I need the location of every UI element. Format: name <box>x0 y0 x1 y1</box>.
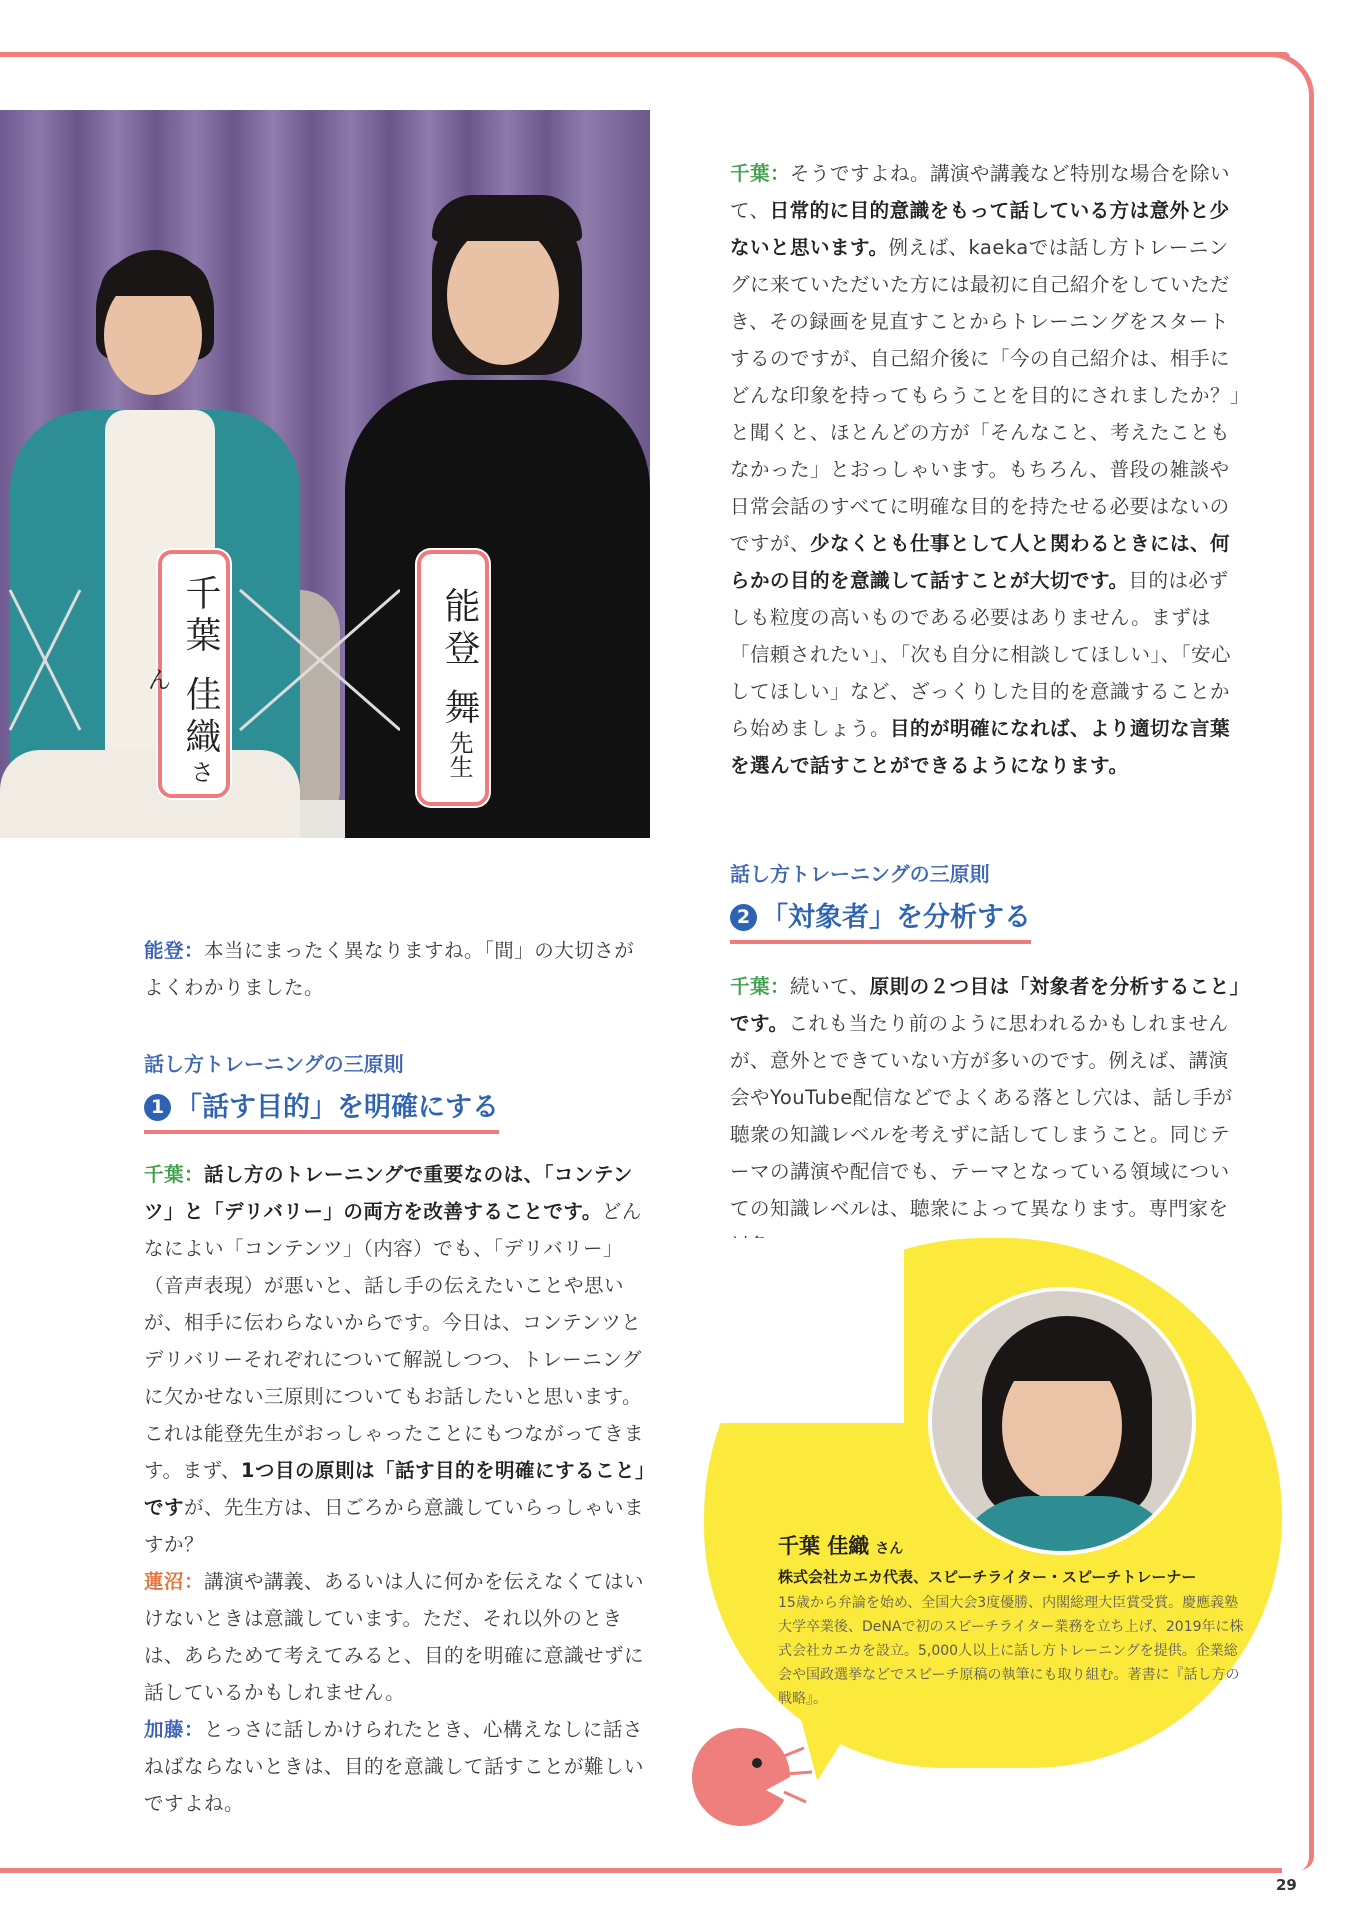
bold-span: 目的が明確になれば、より適切な言葉を選んで話すことができるようになります。 <box>730 717 1231 777</box>
speaker-label: 蓮沼： <box>144 1570 205 1593</box>
section-1-label: 話し方トレーニングの三原則 <box>144 1052 404 1076</box>
speaker-label: 加藤： <box>144 1718 205 1741</box>
text-span: 例えば、kaekaでは話し方トレーニングに来ていただいた方には最初に自己紹介をしていただき、その録画を見直すことからトレーニングをスタートするのですが、自己紹介後に「今の自己紹介は、相手にどんな印象を持ってもらうことを目的にされましたか？」と聞くと、ほとんどの方が「そんなこと、考えたこともなかった」とおっしゃいます。もちろん、普段の雑談や日常会話のすべてに明確な目的を持たせる必要はないのですが、 <box>730 236 1241 555</box>
section-1-title-text: 「話す目的」を明確にする <box>175 1092 499 1123</box>
bold-span: 日常的に目的意識をもって話している方は意外と少ないと思います。 <box>730 199 1230 259</box>
section-2-number: 2 <box>730 904 757 931</box>
speaker-label: 千葉： <box>730 975 791 998</box>
chiba-paragraph-1 <box>730 155 1242 784</box>
chiba-paragraph-3 <box>144 1156 652 1563</box>
nameplate-right-suffix: 先生 <box>445 730 473 779</box>
interview-photo <box>0 110 650 838</box>
bold-span: 1つ目の原則は「話す目的を明確にすること」です <box>144 1459 646 1519</box>
section-1-title <box>144 1085 499 1134</box>
speaker-label: 千葉： <box>144 1163 205 1186</box>
text-span: とっさに話しかけられたとき、心構えなしに話さねばならないときは、目的を意識して話すことが難しいですよね。 <box>144 1718 645 1815</box>
speaker-label: 千葉： <box>730 162 791 185</box>
speaker-label: 能登： <box>144 939 205 962</box>
text-span: が、先生方は、日ごろから意識していらっしゃいますか？ <box>144 1496 645 1556</box>
text-span: どんなによい「コンテンツ」（内容）でも、「デリバリー」（音声表現）が悪いと、話し手の伝えたいことや思いが、相手に伝わらないからです。今日は、コンテンツとデリバリーそれぞれについて解説しつつ、トレーニングに欠かせない三原則についてもお話したいと思います。これは能登先生がおっしゃったことにもつながってきます。まず、 <box>144 1200 645 1482</box>
text-span: 続いて、 <box>790 975 870 998</box>
nameplate-left-suffix: さん <box>143 667 214 784</box>
hasunuma-paragraph <box>144 1563 652 1711</box>
page-frame-right <box>1266 52 1314 1870</box>
text-span: これも当たり前のように思われるかもしれませんが、意外とできていない方が多いのです。例えば、講演会やYouTube配信などでよくある落とし穴は、話し手が聴衆の知識レベルを考えずに話してしまうこと。同じテーマの講演や配信でも、テーマとなっている領域についての知識レベルは、聴衆によって異なります。専門家を <box>730 1012 1233 1220</box>
left-column-noto <box>144 932 652 1006</box>
text-span: 目的は必ずしも粒度の高いものである必要はありません。まずは「信頼されたい」、「次も自分に相談してほしい」、「安心してほしい」など、ざっくりした目的を意識することから始めましょう。 <box>730 569 1232 740</box>
profile-name <box>778 1530 1248 1560</box>
page-frame-top <box>0 52 1290 57</box>
left-column-section-1 <box>144 1156 652 1822</box>
text-span: そうですよね。講演や講義など特別な場合を除いて、 <box>730 162 1231 222</box>
page-frame-bottom <box>0 1868 1282 1873</box>
section-1-number: 1 <box>144 1094 171 1121</box>
speaking-face-icon <box>692 1728 790 1826</box>
page-number: 29 <box>1276 1876 1297 1894</box>
chiba-paragraph-2 <box>730 968 1242 1264</box>
right-column-section-2 <box>730 968 1242 1264</box>
bold-span: 原則の２つ目は「対象者を分析すること」です。 <box>730 975 1240 1035</box>
profile-name-suffix: さん <box>875 1541 904 1557</box>
right-column-intro <box>730 155 1242 784</box>
profile-name-text: 千葉 佳織 <box>778 1534 870 1558</box>
nameplate-left <box>143 550 230 798</box>
kato-paragraph <box>144 1711 652 1822</box>
nameplate-right <box>417 550 489 806</box>
text-span: 講演や講義、あるいは人に何かを伝えなくてはいけないときは意識しています。ただ、それ以外のときは、あらためて考えてみると、目的を明確に意識せずに話しているかもしれません。 <box>144 1570 645 1704</box>
text-span: 本当にまったく異なりますね。「間」の大切さがよくわかりました。 <box>144 939 635 999</box>
section-2-title <box>730 895 1031 944</box>
profile-title: 株式会社カエカ代表、スピーチライター・スピーチトレーナー <box>778 1568 1197 1586</box>
profile-box <box>778 1530 1248 1711</box>
section-2-title-text: 「対象者」を分析する <box>761 902 1031 933</box>
bold-span: 少なくとも仕事として人と関わるときには、何らかの目的を意識して話すことが大切です。 <box>730 532 1231 592</box>
profile-bio: 15歳から弁論を始め、全国大会3度優勝、内閣総理大臣賞受賞。慶應義塾大学卒業後、DeNAで初のスピーチライター業務を立ち上げ、2019年に株式会社カエカを設立。5,000人以上に話し方トレーニングを提供。企業総会や国政選挙などでスピーチ原稿の執筆にも取り組む。著書に『話し方の戦略』。 <box>778 1595 1244 1707</box>
bold-span: 話し方のトレーニングで重要なのは、「コンテンツ」と「デリバリー」の両方を改善することです。 <box>144 1163 633 1223</box>
bubble-text-cutout <box>704 1238 904 1423</box>
nameplate-left-name: 千葉 佳織 <box>180 574 221 760</box>
nameplate-right-name: 能登 舞 <box>439 587 480 731</box>
profile-portrait <box>928 1287 1196 1555</box>
section-2-label: 話し方トレーニングの三原則 <box>730 862 990 886</box>
speech-lines-icon <box>782 1746 818 1806</box>
noto-paragraph <box>144 932 652 1006</box>
